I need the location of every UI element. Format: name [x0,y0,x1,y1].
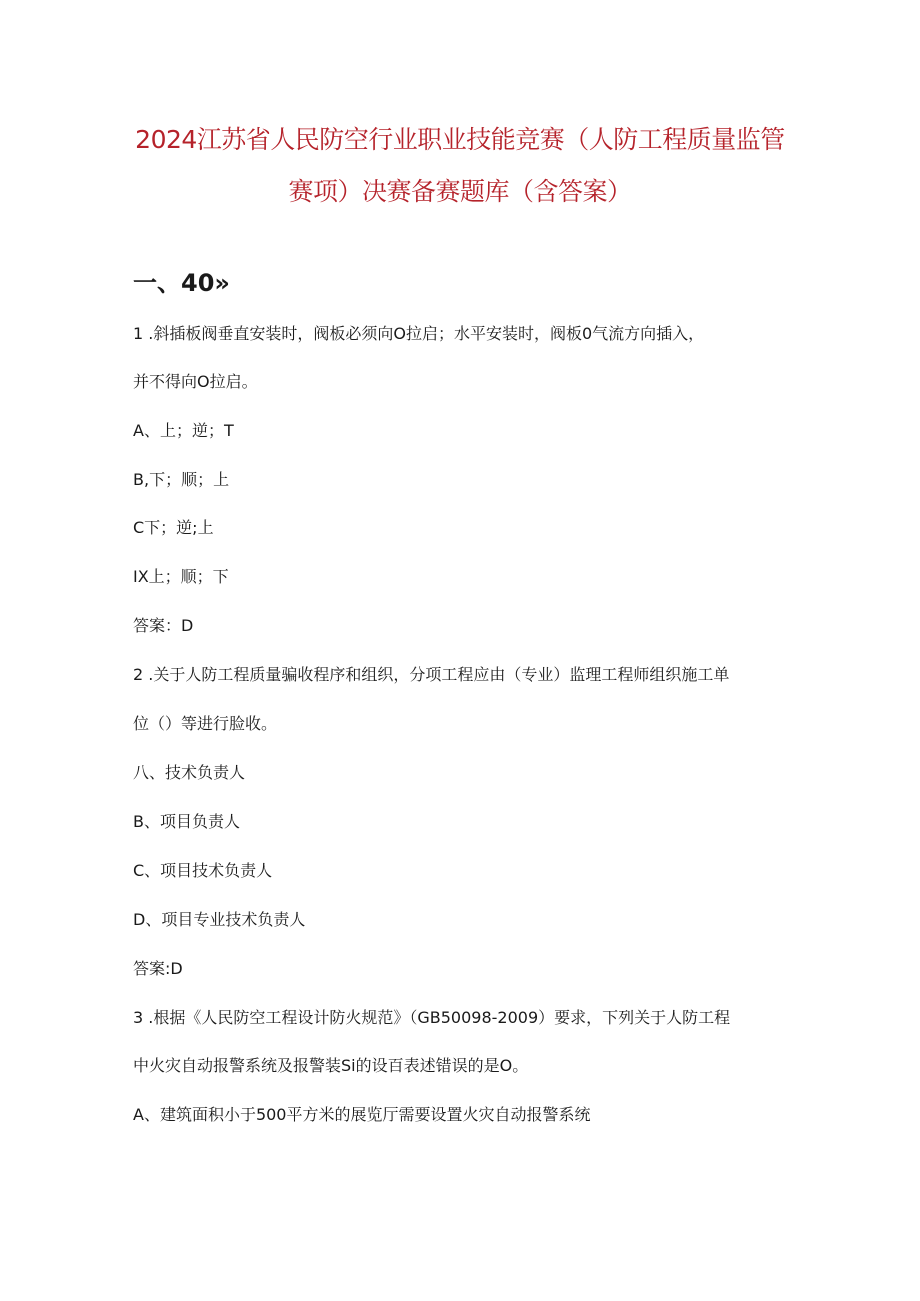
question-2-stem-line-2: 位（）等进行脸收。 [133,714,278,733]
question-3-option-a: A、建筑面积小于500平方米的展览厅需要设置火灾自动报警系统 [133,1105,591,1124]
question-1-answer: 答案：D [133,616,194,635]
question-1-stem-line-1: 1 .斜插板阀垂直安装时，阀板必须向O拉启；水平安装时，阀板0气流方向插入， [133,324,705,343]
document-title-line-1: 2024江苏省人民防空行业职业技能竞赛（人防工程质量监管 [135,125,785,154]
question-2-option-d: D、项目专业技术负责人 [133,910,306,929]
question-1-option-b: B,下；顺；上 [133,470,230,489]
question-2-stem-line-1: 2 .关于人防工程质量骗收程序和组织，分项工程应由（专业）监理工程师组织施工单 [133,665,730,684]
question-2-answer: 答案:D [133,959,183,978]
question-2-option-b: B、项目负责人 [133,812,240,831]
question-3-stem-line-1: 3 .根据《人民防空工程设计防火规范》（GB50098-2009）要求，下列关于人防工程 [133,1008,731,1027]
question-1-option-d: IX上；顺；下 [133,567,229,586]
question-2-option-a: 八、技术负责人 [133,763,246,782]
question-2-option-c: C、项目技术负责人 [133,861,273,880]
document-title-line-2: 赛项）决赛备赛题库（含答案） [288,177,632,206]
question-1-option-a: A、上；逆；T [133,421,234,440]
question-3-stem-line-2: 中火灾自动报警系统及报警装Si的设百表述错误的是O。 [133,1056,529,1075]
question-1-stem-line-2: 并不得向O拉启。 [133,372,258,391]
section-heading: 一、40» [133,269,230,297]
question-1-option-c: C下；逆;上 [133,518,214,537]
